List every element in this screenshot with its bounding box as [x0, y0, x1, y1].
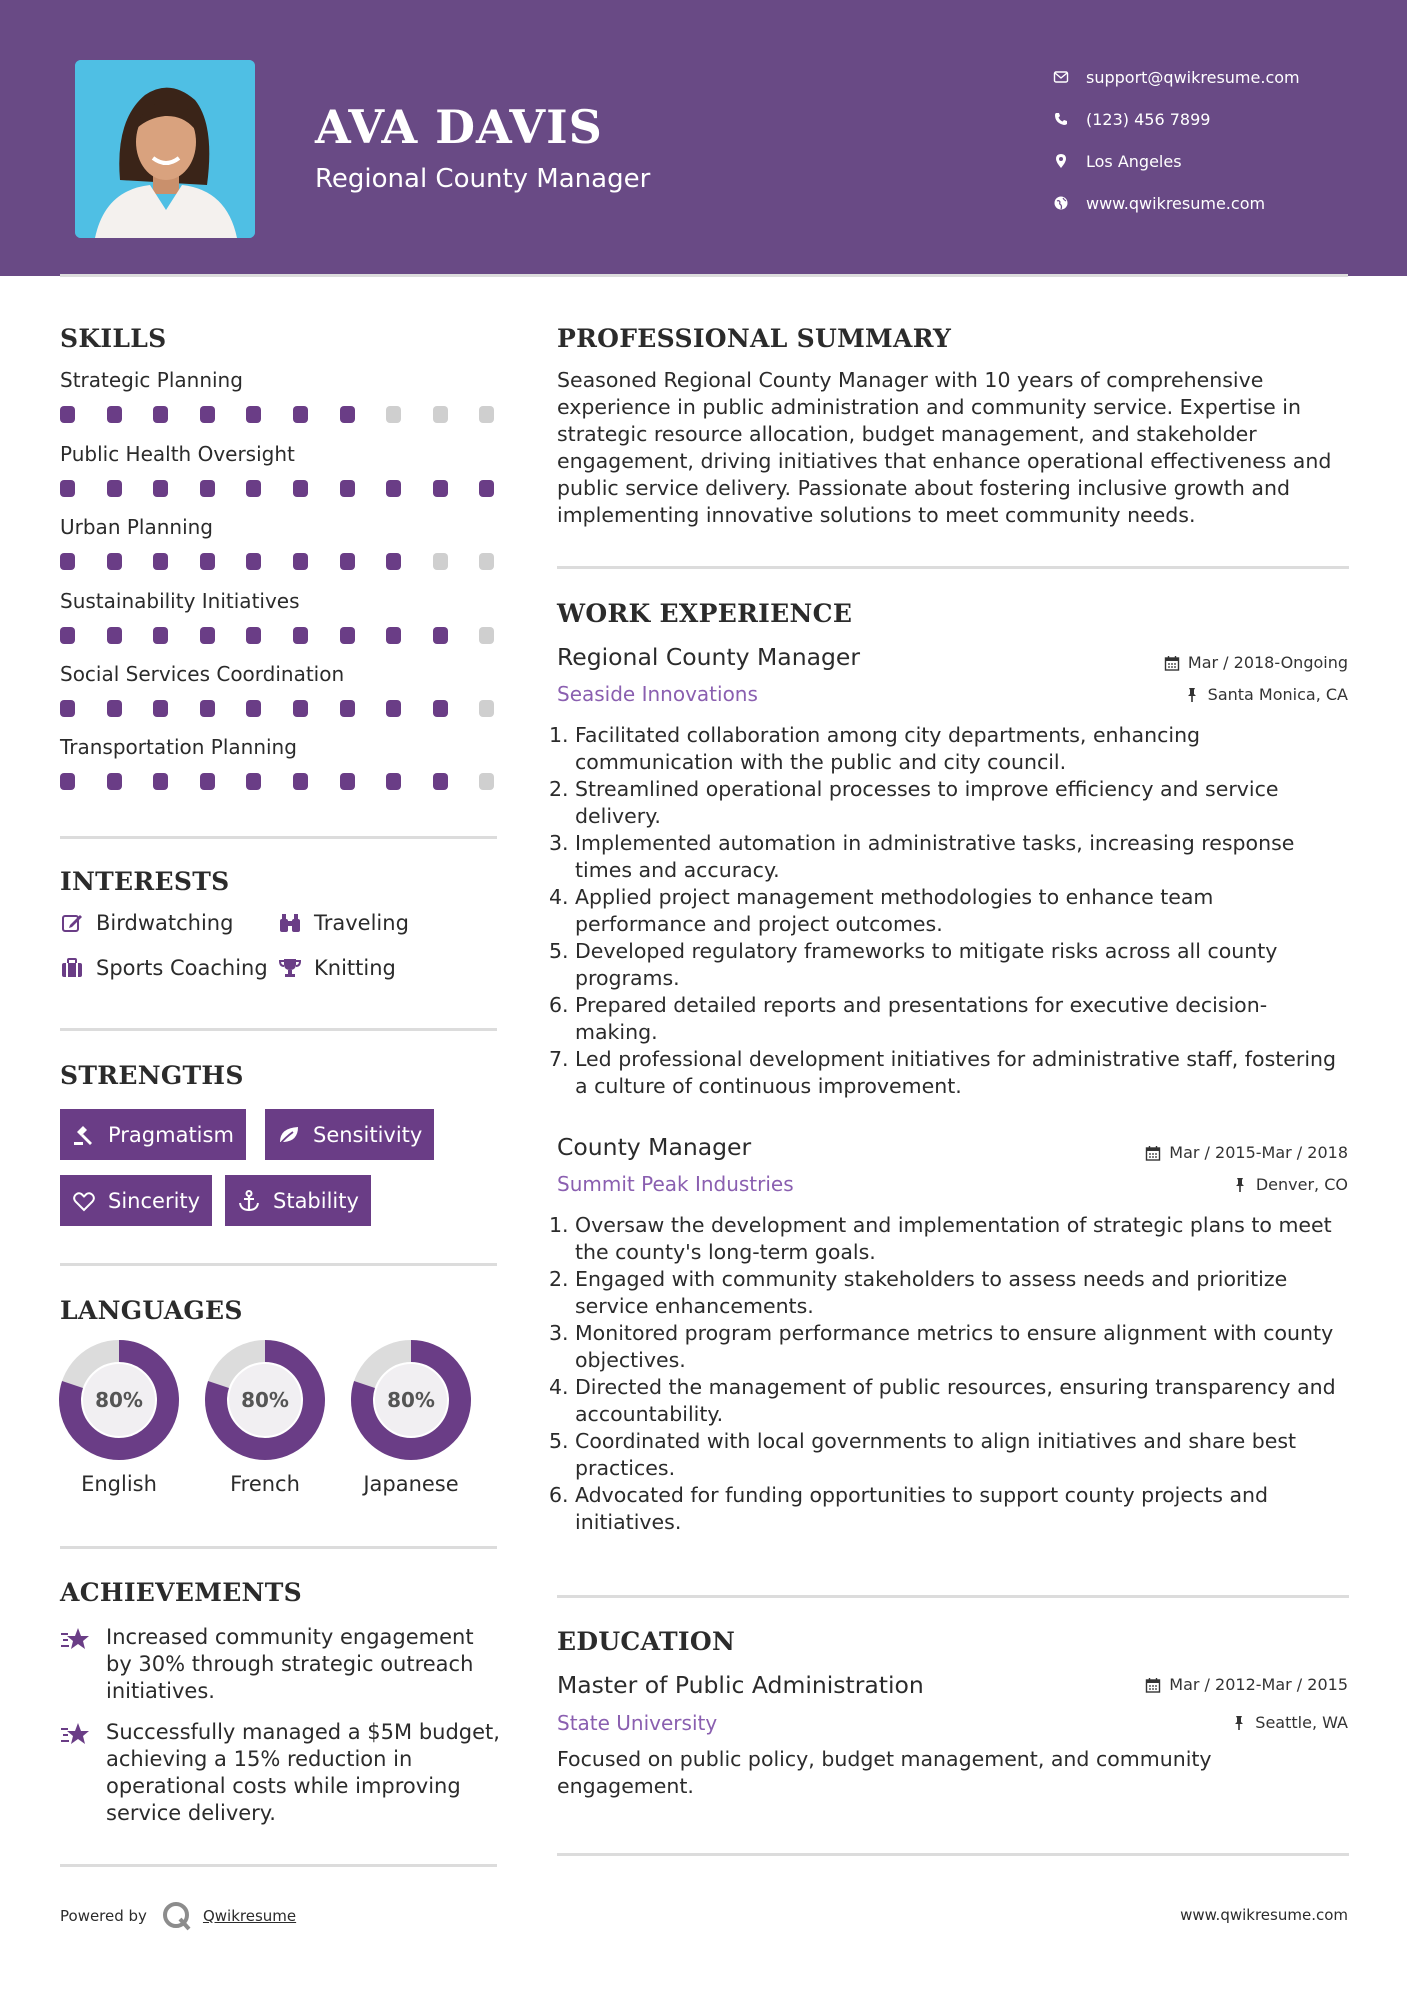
skill-dot-filled — [293, 480, 308, 497]
section-divider — [60, 836, 497, 839]
strength-label: Stability — [273, 1188, 359, 1213]
calendar-icon — [1145, 1145, 1161, 1161]
job-location-text: Santa Monica, CA — [1207, 685, 1348, 704]
contact-website[interactable] — [1050, 182, 1300, 224]
contact-email[interactable] — [1050, 56, 1300, 98]
job-duties — [557, 722, 1347, 1100]
skill-dot-filled — [293, 553, 308, 570]
skill-name: Strategic Planning — [60, 368, 243, 392]
skill-dot-filled — [107, 480, 122, 497]
resume-header — [0, 0, 1407, 276]
skill-dot-filled — [107, 773, 122, 790]
language-item — [205, 1340, 325, 1496]
strength-label: Pragmatism — [108, 1122, 234, 1147]
interest-label: Birdwatching — [96, 911, 234, 935]
duty-item: Facilitated collaboration among city departments, enhancing communication with the public and city council. — [575, 723, 1201, 774]
skill-dot-filled — [246, 480, 261, 497]
globe-icon — [1050, 192, 1072, 214]
skill-dot-filled — [340, 553, 355, 570]
duty-item: Prepared detailed reports and presentations for executive decision-making. — [575, 993, 1268, 1044]
candidate-role: Regional County Manager — [315, 164, 651, 194]
skill-dot-filled — [200, 480, 215, 497]
profile-photo — [75, 60, 255, 238]
skill-dot-filled — [340, 627, 355, 644]
education-title: EDUCATION — [557, 1627, 736, 1656]
strength-label: Sensitivity — [313, 1122, 423, 1147]
job-date — [1164, 653, 1348, 672]
skills-title: SKILLS — [60, 324, 167, 353]
language-donut — [351, 1340, 471, 1460]
skill-dot-filled — [386, 553, 401, 570]
language-item — [351, 1340, 471, 1496]
skill-dot-filled — [200, 553, 215, 570]
language-item — [59, 1340, 179, 1496]
skill-dot-filled — [200, 773, 215, 790]
skill-dot-filled — [153, 700, 168, 717]
education-location-text: Seattle, WA — [1255, 1713, 1348, 1732]
skill-dot-filled — [293, 773, 308, 790]
degree-title: Master of Public Administration — [557, 1671, 924, 1699]
skill-dot-filled — [153, 480, 168, 497]
skill-dot-filled — [433, 480, 448, 497]
interest-item — [60, 956, 268, 980]
contact-email-text: support@qwikresume.com — [1086, 67, 1300, 87]
skill-dot-filled — [246, 700, 261, 717]
skill-dot-filled — [340, 406, 355, 423]
achievement-text: Successfully managed a $5M budget, achieving a 15% reduction in operational costs while improving service delivery. — [106, 1720, 500, 1825]
skill-dot-filled — [153, 406, 168, 423]
job-date-text: Mar / 2018-Ongoing — [1187, 653, 1348, 672]
skill-name: Public Health Oversight — [60, 442, 295, 466]
language-percent: 80% — [241, 1388, 289, 1412]
experience-title: WORK EXPERIENCE — [557, 599, 853, 628]
skill-dot-empty — [479, 773, 494, 790]
interest-label: Traveling — [314, 911, 409, 935]
skill-dot-filled — [246, 627, 261, 644]
languages-title: LANGUAGES — [60, 1296, 243, 1325]
contact-phone-text: (123) 456 7899 — [1086, 109, 1211, 129]
skill-rating — [60, 480, 500, 497]
job-location-text: Denver, CO — [1255, 1175, 1348, 1194]
interest-label: Sports Coaching — [96, 956, 268, 980]
skill-dot-filled — [60, 773, 75, 790]
skill-dot-filled — [107, 700, 122, 717]
skill-rating — [60, 773, 500, 790]
edit-icon — [60, 911, 84, 935]
achievements-title: ACHIEVEMENTS — [60, 1578, 302, 1607]
job-date-text: Mar / 2015-Mar / 2018 — [1169, 1143, 1348, 1162]
job-title: Regional County Manager — [557, 643, 861, 671]
heart-icon — [72, 1189, 96, 1213]
binoculars-icon — [278, 911, 302, 935]
skill-name: Social Services Coordination — [60, 662, 345, 686]
skill-dot-filled — [200, 627, 215, 644]
skill-dot-filled — [60, 627, 75, 644]
skill-dot-filled — [200, 700, 215, 717]
education-location — [1231, 1713, 1348, 1732]
job-duties — [557, 1212, 1347, 1536]
section-divider — [60, 1546, 497, 1549]
skill-dot-filled — [107, 553, 122, 570]
summary-text: Seasoned Regional County Manager with 10 years of comprehensive experience in public administration and community service. Expertise in strategic resource allocation, budget management, and stakeholder engagement, driving initiatives that enhance operational effectiveness and public service delivery. Passionate about fostering inclusive growth and implementing innovative solutions to meet community needs. — [557, 368, 1332, 527]
strength-tag — [225, 1175, 371, 1226]
skill-dot-filled — [340, 480, 355, 497]
duty-item: Monitored program performance metrics to ensure alignment with county objectives. — [575, 1321, 1334, 1372]
phone-icon — [1050, 108, 1072, 130]
candidate-name: AVA DAVIS — [315, 100, 603, 154]
skill-dot-filled — [153, 553, 168, 570]
education-description: Focused on public policy, budget management, and community engagement. — [557, 1747, 1212, 1798]
job-company: Summit Peak Industries — [557, 1172, 794, 1196]
anchor-icon — [237, 1189, 261, 1213]
qwikresume-logo-icon — [161, 1900, 193, 1932]
interest-item — [60, 911, 233, 935]
strengths-title: STRENGTHS — [60, 1061, 244, 1090]
skill-dot-filled — [246, 553, 261, 570]
envelope-icon — [1050, 66, 1072, 88]
language-donut — [205, 1340, 325, 1460]
skill-dot-filled — [293, 700, 308, 717]
language-percent: 80% — [387, 1388, 435, 1412]
job-title: County Manager — [557, 1133, 752, 1161]
skill-dot-empty — [479, 553, 494, 570]
skill-dot-filled — [386, 480, 401, 497]
strength-tag — [265, 1109, 434, 1160]
duty-item: Advocated for funding opportunities to support county projects and initiatives. — [575, 1483, 1269, 1534]
briefcase-icon — [60, 956, 84, 980]
skill-dot-filled — [60, 553, 75, 570]
language-name: Japanese — [363, 1472, 459, 1496]
section-divider — [557, 1595, 1349, 1598]
job-location — [1232, 1175, 1348, 1194]
pushpin-icon — [1231, 1715, 1247, 1731]
skill-name: Transportation Planning — [60, 735, 297, 759]
education-date — [1145, 1675, 1348, 1694]
map-pin-icon — [1050, 150, 1072, 172]
brand-link[interactable]: Qwikresume — [202, 1907, 297, 1925]
skill-dot-filled — [153, 627, 168, 644]
skill-dot-filled — [60, 406, 75, 423]
skill-dot-filled — [107, 627, 122, 644]
school-name: State University — [557, 1711, 718, 1735]
calendar-icon — [1164, 655, 1180, 671]
contact-website-text: www.qwikresume.com — [1086, 193, 1266, 213]
duty-item: Streamlined operational processes to improve efficiency and service delivery. — [575, 777, 1279, 828]
duty-item: Directed the management of public resources, ensuring transparency and accountability. — [575, 1375, 1336, 1426]
skill-dot-filled — [340, 700, 355, 717]
interests-title: INTERESTS — [60, 867, 230, 896]
header-divider — [60, 274, 1348, 277]
skill-dot-empty — [479, 700, 494, 717]
skill-dot-empty — [479, 627, 494, 644]
interest-item — [278, 911, 409, 935]
leaf-icon — [277, 1123, 301, 1147]
skill-rating — [60, 627, 500, 644]
job-date — [1145, 1143, 1348, 1162]
skill-dot-filled — [246, 773, 261, 790]
skill-name: Urban Planning — [60, 515, 213, 539]
skill-rating — [60, 406, 500, 423]
achievement-item — [60, 1719, 500, 1827]
footer-website[interactable]: www.qwikresume.com — [1180, 1906, 1348, 1924]
skill-dot-filled — [479, 480, 494, 497]
skill-dot-filled — [386, 627, 401, 644]
skill-dot-empty — [433, 406, 448, 423]
duty-item: Developed regulatory frameworks to mitigate risks across all county programs. — [575, 939, 1278, 990]
skill-dot-filled — [293, 627, 308, 644]
skill-dot-filled — [60, 700, 75, 717]
language-percent: 80% — [95, 1388, 143, 1412]
skill-dot-filled — [386, 773, 401, 790]
job-company: Seaside Innovations — [557, 682, 758, 706]
skill-dot-filled — [293, 406, 308, 423]
achievement-text: Increased community engagement by 30% through strategic outreach initiatives. — [106, 1625, 474, 1703]
trophy-icon — [278, 956, 302, 980]
strength-tag — [60, 1109, 246, 1160]
skill-rating — [60, 700, 500, 717]
powered-by-label: Powered by — [60, 1907, 147, 1925]
skill-dot-empty — [479, 406, 494, 423]
contact-location — [1050, 140, 1300, 182]
calendar-icon — [1145, 1677, 1161, 1693]
section-divider — [60, 1028, 497, 1031]
interest-label: Knitting — [314, 956, 396, 980]
skill-dot-filled — [340, 773, 355, 790]
pushpin-icon — [1184, 687, 1200, 703]
skill-dot-filled — [433, 700, 448, 717]
skill-dot-filled — [433, 627, 448, 644]
duty-item: Applied project management methodologies to enhance team performance and project outcomes. — [575, 885, 1214, 936]
skill-dot-empty — [386, 406, 401, 423]
section-divider — [60, 1263, 497, 1266]
skill-dot-filled — [433, 773, 448, 790]
skill-rating — [60, 553, 500, 570]
skill-dot-empty — [433, 553, 448, 570]
skill-name: Sustainability Initiatives — [60, 589, 300, 613]
section-divider — [557, 566, 1349, 569]
summary-title: PROFESSIONAL SUMMARY — [557, 324, 952, 353]
language-name: French — [230, 1472, 300, 1496]
achievement-item — [60, 1624, 500, 1705]
footer-powered-by — [60, 1900, 296, 1932]
language-donut — [59, 1340, 179, 1460]
duty-item: Implemented automation in administrative tasks, increasing response times and accuracy. — [575, 831, 1295, 882]
job-location — [1184, 685, 1348, 704]
pushpin-icon — [1232, 1177, 1248, 1193]
duty-item: Engaged with community stakeholders to assess needs and prioritize service enhancements. — [575, 1267, 1288, 1318]
skill-dot-filled — [60, 480, 75, 497]
star-icon — [60, 1721, 92, 1749]
contact-location-text: Los Angeles — [1086, 151, 1182, 171]
duty-item: Oversaw the development and implementation of strategic plans to meet the county's long-term goals. — [575, 1213, 1332, 1264]
skill-dot-filled — [107, 406, 122, 423]
section-divider — [60, 1864, 497, 1867]
gavel-icon — [72, 1123, 96, 1147]
strength-tag — [60, 1175, 212, 1226]
interest-item — [278, 956, 396, 980]
duty-item: Coordinated with local governments to align initiatives and share best practices. — [575, 1429, 1297, 1480]
skill-dot-filled — [200, 406, 215, 423]
duty-item: Led professional development initiatives for administrative staff, fostering a culture of continuous improvement. — [575, 1047, 1337, 1098]
contact-phone[interactable] — [1050, 98, 1300, 140]
strength-label: Sincerity — [108, 1188, 201, 1213]
star-icon — [60, 1626, 92, 1654]
skill-dot-filled — [246, 406, 261, 423]
contact-list — [1050, 56, 1300, 224]
skill-dot-filled — [153, 773, 168, 790]
education-date-text: Mar / 2012-Mar / 2015 — [1169, 1675, 1348, 1694]
section-divider — [557, 1853, 1349, 1856]
language-name: English — [81, 1472, 157, 1496]
skill-dot-filled — [386, 700, 401, 717]
